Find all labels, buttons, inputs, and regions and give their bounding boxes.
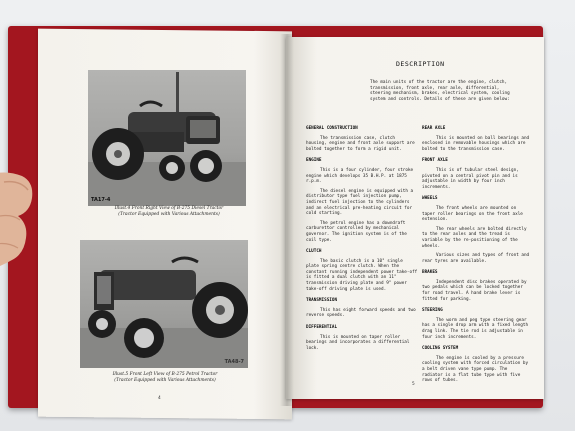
section-paragraph: The transmission case, clutch housing, engine and front axle support are bolted together to form a rigid unit. — [306, 135, 415, 152]
caption-line: Illust.5 Front Left View of B-275 Petrol Tractor — [112, 372, 218, 377]
section — [422, 346, 530, 384]
section — [306, 249, 418, 292]
section-heading: TRANSMISSION — [306, 298, 338, 304]
tractor-illustration-2 — [80, 240, 248, 368]
section-paragraph: This is mounted on ball bearings and enclosed in removable housings which are bolted to the transmission case. — [422, 135, 530, 152]
section — [422, 196, 530, 264]
book-gutter — [280, 34, 294, 406]
photo-reference-tag: TA48-7 — [224, 359, 244, 365]
section-heading: CLUTCH — [306, 249, 322, 255]
tractor-illustration-1 — [88, 70, 246, 206]
section-heading: BRAKES — [422, 270, 438, 276]
section-paragraph: The worm and peg type steering gear has a single drop arm with a fixed length drag link. The tie rod is adjustable in four inch increments. — [422, 317, 529, 340]
tractor-photo-petrol — [80, 240, 248, 368]
section-paragraph: The basic clutch is a 10" single plate spring centre clutch. When the constant running independent power take-off is fitted a dual clutch with an 11" transmission driving plate and 9" power take-off driving plate is used. — [306, 258, 418, 292]
intro-paragraph: The main units of the tractor are the engine, clutch, transmission, front axle, rear axle, differential, steering mechanism, brakes, electrical system, cooling system and controls. Details of these are given below: — [370, 80, 510, 102]
section-heading: COOLING SYSTEM — [422, 346, 459, 352]
section — [306, 126, 418, 152]
caption-line: (Tractor Equipped with Various Attachments) — [118, 211, 220, 217]
section — [422, 270, 530, 302]
section-paragraph: Independent disc brakes operated by two pedals which can be locked together for road travel. A hand brake lever is fitted for parking. — [422, 279, 527, 302]
section — [422, 308, 530, 340]
section-heading: GENERAL CONSTRUCTION — [306, 126, 358, 131]
section — [306, 325, 418, 351]
caption-line: Illust.4 Front Right View of B-275 Diesel Tractor — [114, 206, 224, 211]
section-paragraph: The front wheels are mounted on taper roller bearings on the front axle extension. — [422, 205, 523, 223]
text-column-right — [422, 126, 530, 390]
section-paragraph: The diesel engine is equipped with a distributor type fuel injection pump, indirect fuel injection to the cylinders and an electrical pre-heating circuit for cold starting. — [306, 188, 414, 217]
section-paragraph: The petrol engine has a downdraft carburettor controlled by mechanical governor. The ignition system is of the coil type. — [306, 220, 407, 243]
section-heading: FRONT AXLE — [422, 158, 448, 164]
section — [422, 158, 530, 190]
section-paragraph: The engine is cooled by a pressure cooling system with forced circulation by a belt driven vane type pump. The radiator is a flat tube type with five rows of tubes. — [422, 355, 529, 384]
section — [306, 298, 418, 319]
section-paragraph: This has eight forward speeds and two reverse speeds. — [306, 307, 416, 319]
tractor-photo-diesel — [88, 70, 246, 206]
text-column-left — [306, 126, 418, 357]
section — [422, 126, 530, 152]
photo1-caption — [94, 206, 244, 217]
section-heading: REAR AXLE — [422, 126, 446, 131]
photo2-caption — [90, 372, 240, 383]
section-paragraph: The rear wheels are bolted directly to the rear axles and the tread is variable by the re-positioning of the wheels. — [422, 226, 527, 249]
section-heading: ENGINE — [306, 158, 322, 164]
section-paragraph: Various sizes and types of front and rear tyres are available. — [422, 253, 530, 264]
page-number-right: 5 — [412, 382, 415, 387]
section-paragraph: This is a four cylinder, four stroke engine which develops 35 B.H.P. at 1875 r.p.m. — [306, 167, 414, 185]
section-heading: DIFFERENTIAL — [306, 325, 338, 331]
hand-holding-book — [0, 168, 46, 280]
section-paragraph: This is of tubular steel design, pivoted on a central pivot pin and is adjustable in width by four inch increments. — [422, 167, 519, 190]
photo-reference-tag: TA17-4 — [91, 197, 111, 203]
caption-line: (Tractor Equipped with Various Attachments) — [114, 377, 216, 383]
section-paragraph: This is mounted on taper roller bearings and incorporates a differential lock. — [306, 334, 410, 351]
section — [306, 158, 418, 243]
section-heading: STEERING — [422, 308, 443, 314]
page-number-left: 4 — [158, 396, 161, 401]
section-heading: WHEELS — [422, 196, 438, 202]
page-title: DESCRIPTION — [396, 60, 445, 68]
